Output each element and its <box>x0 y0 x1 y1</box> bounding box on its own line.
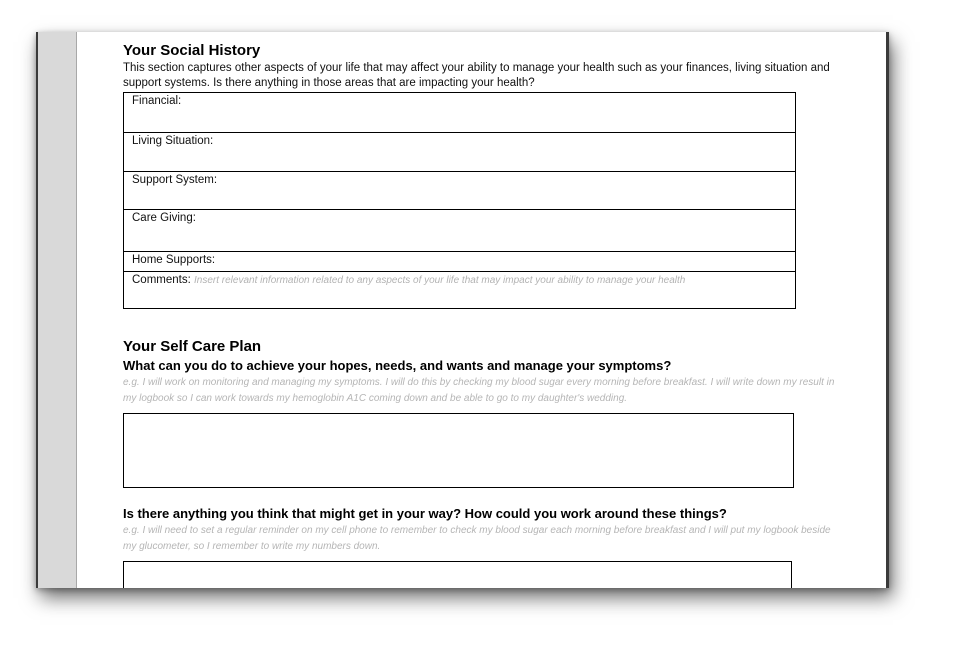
living-situation-field[interactable] <box>124 132 795 171</box>
document-page <box>77 32 886 588</box>
obstacles-answer-box[interactable] <box>123 561 792 588</box>
care-giving-field[interactable] <box>124 209 795 251</box>
financial-label: Financial: <box>132 95 182 107</box>
document-window <box>36 32 889 588</box>
social-history-heading: Your Social History <box>123 42 261 59</box>
living-situation-label: Living Situation: <box>132 135 214 147</box>
financial-field[interactable] <box>124 93 795 132</box>
care-giving-label: Care Giving: <box>132 212 196 224</box>
comments-field[interactable] <box>124 271 795 308</box>
comments-label: Comments: <box>132 274 191 286</box>
comments-placeholder: Insert relevant information related to any aspects of your life that may impact your ability to manage your health <box>194 275 686 286</box>
home-supports-field[interactable] <box>124 251 795 271</box>
self-care-plan-heading: Your Self Care Plan <box>123 338 262 355</box>
achieve-hopes-answer-box[interactable] <box>123 413 794 488</box>
question-achieve-hopes: What can you do to achieve your hopes, needs, and wants and manage your symptoms? <box>123 358 672 373</box>
support-system-label: Support System: <box>132 174 218 186</box>
social-history-table <box>123 92 796 309</box>
left-margin-gutter <box>38 32 77 588</box>
social-history-intro: This section captures other aspects of your life that may affect your ability to manage your health such as your finances, living situation and support systems. Is there anything in those areas that are impacting your health? <box>123 62 830 89</box>
page-content <box>123 42 845 588</box>
question-achieve-hopes-example: e.g. I will work on monitoring and managing my symptoms. I will do this by checking my blood sugar every morning before breakfast. I will write down my result in my logbook so I can work towards my hemoglobin A1C coming down and be able to go to my daughter's wedding. <box>123 377 835 404</box>
question-obstacles: Is there anything you think that might get in your way? How could you work around these things? <box>123 506 727 521</box>
question-obstacles-example: e.g. I will need to set a regular reminder on my cell phone to remember to check my blood sugar each morning before breakfast and I will put my logbook beside my glucometer, so I remember to write my numbers down. <box>123 525 831 552</box>
home-supports-label: Home Supports: <box>132 254 216 266</box>
support-system-field[interactable] <box>124 171 795 209</box>
